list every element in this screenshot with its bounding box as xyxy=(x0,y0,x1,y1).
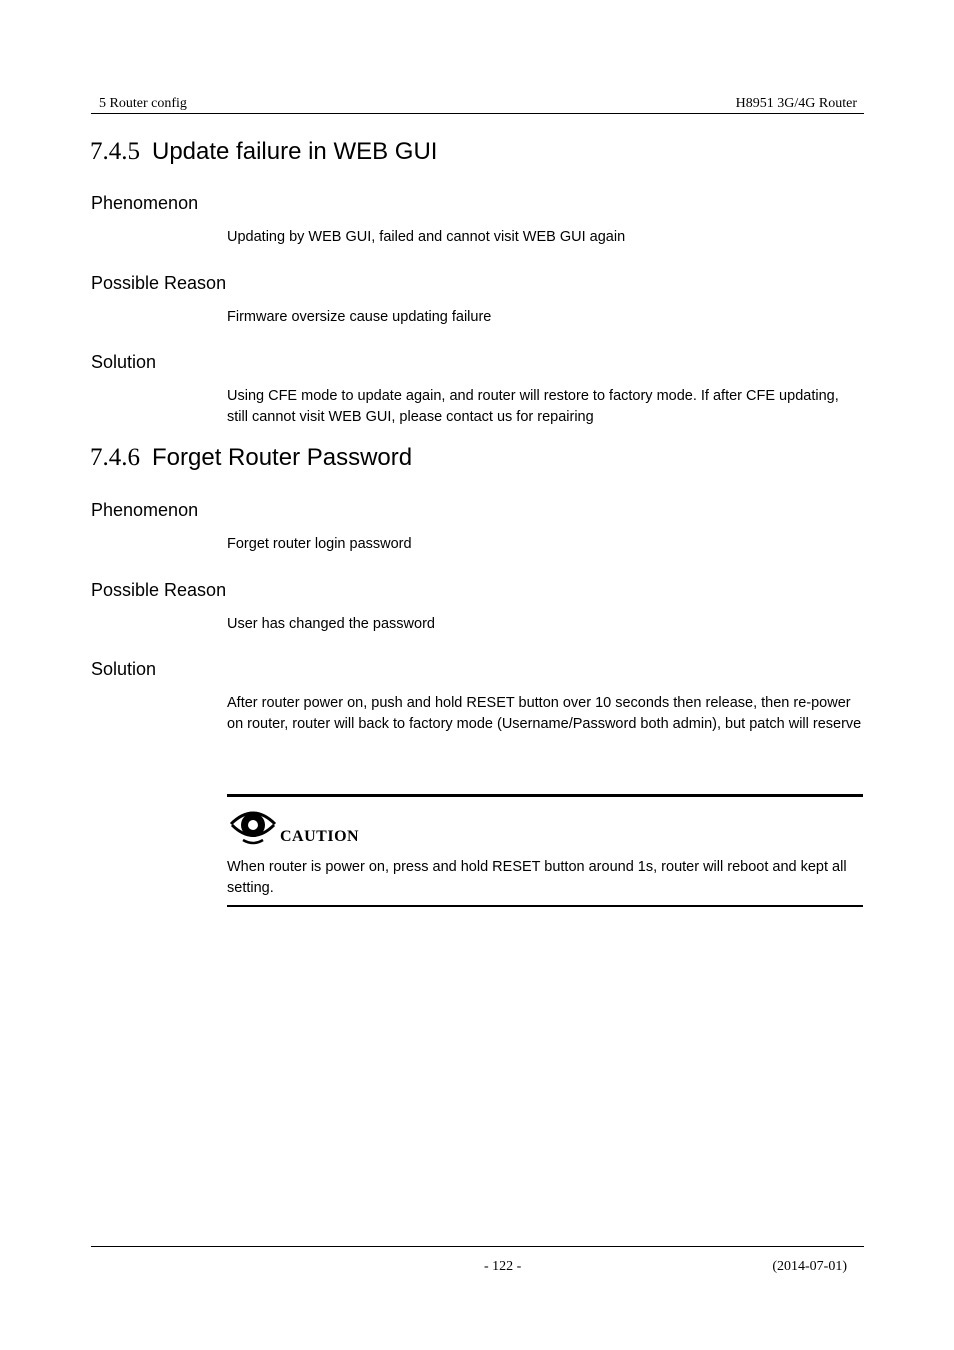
solution-heading: Solution xyxy=(91,659,157,679)
header-right: H8951 3G/4G Router xyxy=(735,96,857,111)
header-left: 5 Router config xyxy=(99,96,187,111)
phenomenon-heading: Phenomenon xyxy=(91,193,199,213)
caution-bottom-rule xyxy=(227,905,863,907)
section-title-745 xyxy=(90,138,437,166)
phenomenon-text: Forget router login password xyxy=(227,536,412,552)
solution-heading: Solution xyxy=(91,352,157,372)
phenomenon-heading: Phenomenon xyxy=(91,500,199,520)
reason-text: Firmware oversize cause updating failure xyxy=(227,309,492,325)
reason-text: User has changed the password xyxy=(227,616,435,632)
header-rule xyxy=(91,113,864,114)
section-title-746 xyxy=(90,444,412,472)
reason-heading: Possible Reason xyxy=(91,273,227,293)
section-number: 7.4.6 xyxy=(90,444,140,471)
footer-date: (2014-07-01) xyxy=(772,1259,847,1274)
footer-rule xyxy=(91,1246,864,1247)
solution-text: Using CFE mode to update again, and router will restore to factory mode. If after CFE updating, still cannot visit WEB GUI, please contact us for repairing xyxy=(227,388,839,425)
phenomenon-text: Updating by WEB GUI, failed and cannot visit WEB GUI again xyxy=(227,229,626,245)
caution-top-rule xyxy=(227,794,863,797)
section-title-text: Forget Router Password xyxy=(152,444,413,471)
eye-icon xyxy=(229,806,277,846)
caution-text: When router is power on, press and hold RESET button around 1s, router will reboot and kept all setting. xyxy=(227,859,847,896)
section-number: 7.4.5 xyxy=(90,138,140,165)
page-number: - 122 - xyxy=(484,1259,522,1274)
reason-heading: Possible Reason xyxy=(91,580,227,600)
section-title-text: Update failure in WEB GUI xyxy=(152,138,438,165)
caution-label: CAUTION xyxy=(280,828,360,845)
solution-text: After router power on, push and hold RESET button over 10 seconds then release, then re-power on router, router will back to factory mode (Username/Password both admin), but patch will reserve xyxy=(227,695,862,732)
